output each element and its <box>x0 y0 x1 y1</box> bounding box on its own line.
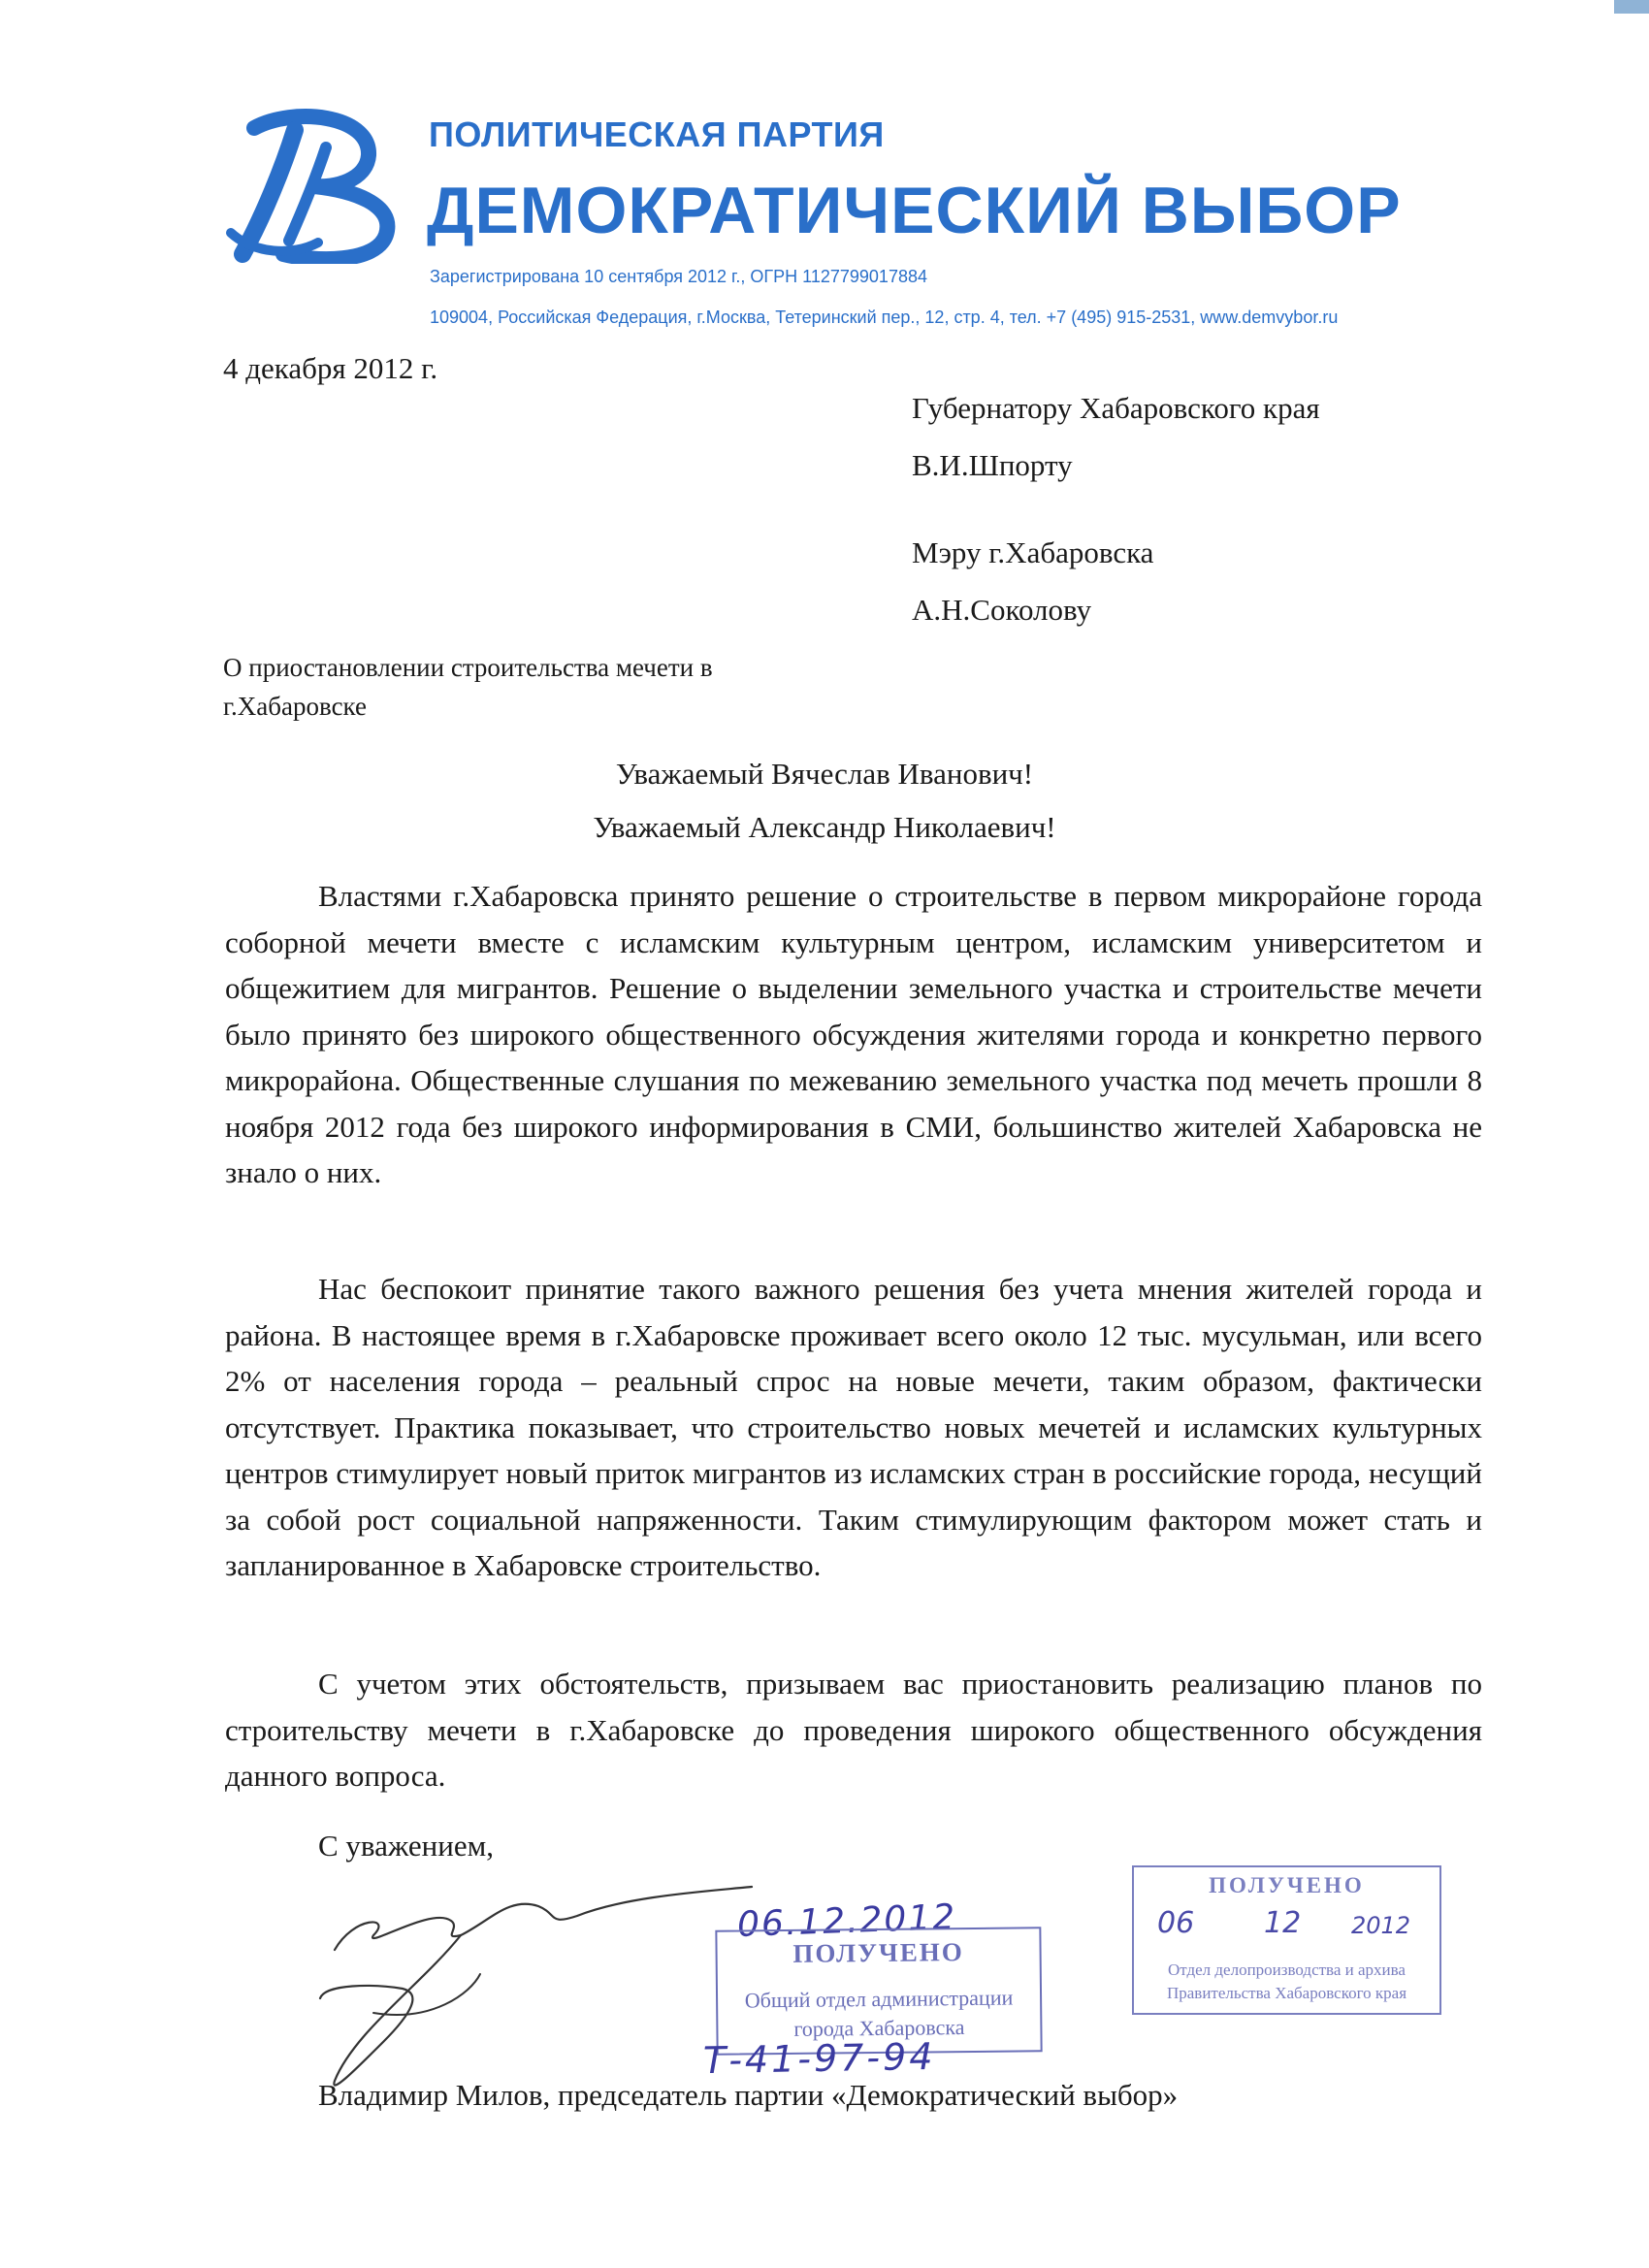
stamp-line: Правительства Хабаровского края <box>1166 1984 1407 2002</box>
body-paragraph: С учетом этих обстоятельств, призываем вас приостановить реализацию планов по строительству мечети в г.Хабаровске до проведения широкого общественного обсуждения данного вопроса. <box>225 1667 1482 1793</box>
letter-date: 4 декабря 2012 г. <box>223 351 438 385</box>
stamp-date-year: 2012 <box>1351 1912 1411 1939</box>
salutation-governor: Уважаемый Вячеслав Иванович! <box>615 757 1034 791</box>
letterhead-registration: Зарегистрирована 10 сентября 2012 г., ОГРН 1127799017884 <box>430 267 927 286</box>
db-monogram-logo <box>225 109 400 264</box>
body-paragraph: Властями г.Хабаровска принято решение о строительстве в первом микрорайоне города соборной мечети вместе с исламским культурным центром, исламским университетом и общежитием для мигрантов. Решение о выделении земельного участка и строительстве мечети было принято без широкого общественного обсуждения жителями города и конкретно первого микрорайона. Общественные слушания по межеванию земельного участка под мечеть прошли 8 ноября 2012 года без широкого информирования в СМИ, большинство жителей Хабаровска не знало о них. <box>225 879 1482 1189</box>
addressee-mayor-title: Мэру г.Хабаровска <box>912 535 1154 569</box>
handwritten-received-date: 06.12.2012 <box>736 1897 957 1945</box>
region-received-stamp <box>1132 1865 1441 2015</box>
handwritten-registration-number: Т-41-97-94 <box>702 2034 936 2083</box>
letterhead-address: 109004, Российская Федерация, г.Москва, Тетеринский пер., 12, стр. 4, тел. +7 (495) 915-2531, www.demvybor.ru <box>430 308 1339 327</box>
letterhead-party-label: ПОЛИТИЧЕСКАЯ ПАРТИЯ <box>429 114 885 154</box>
addressee-governor-name: В.И.Шпорту <box>912 448 1073 482</box>
letter-subject: О приостановлении строительства мечети в г.Хабаровске <box>223 653 713 721</box>
stamp-line: города Хабаровска <box>793 2015 965 2041</box>
stamp-line: Отдел делопроизводства и архива <box>1168 1960 1406 1979</box>
salutation-mayor: Уважаемый Александр Николаевич! <box>593 810 1056 844</box>
handwritten-signature <box>315 1877 761 2100</box>
closing-phrase: С уважением, <box>318 1829 494 1863</box>
addressee-mayor-name: А.Н.Соколову <box>912 593 1092 627</box>
stamp-date-fields <box>1148 1906 1429 1945</box>
addressee-governor-title: Губернатору Хабаровского края <box>912 391 1320 425</box>
body-paragraph: Нас беспокоит принятие такого важного решения без учета мнения жителей города и района. В настоящее время в г.Хабаровске проживает всего около 12 тыс. мусульман, или всего 2% от населения города – реальный спрос на новые мечети, таким образом, фактически отсутствует. Практика показывает, что строительство новых мечетей и исламских культурных центров стимулирует новый приток мигрантов из исламских стран в российские города, несущий за собой рост социальной напряженности. Таким стимулирующим фактором может стать и запланированное в Хабаровске строительство. <box>225 1272 1482 1582</box>
stamp-line: Общий отдел администрации <box>744 1985 1014 2013</box>
letterhead-party-name: ДЕМОКРАТИЧЕСКИЙ ВЫБОР <box>427 174 1402 247</box>
stamp-title: ПОЛУЧЕНО <box>1209 1873 1365 1897</box>
signer-name: Владимир Милов, председатель партии «Демократический выбор» <box>318 2078 1179 2112</box>
scan-edge-mark <box>1614 0 1649 14</box>
stamp-title: ПОЛУЧЕНО <box>792 1937 964 1968</box>
stamp-date-month: 12 <box>1264 1906 1302 1940</box>
stamp-date-day: 06 <box>1157 1906 1195 1940</box>
